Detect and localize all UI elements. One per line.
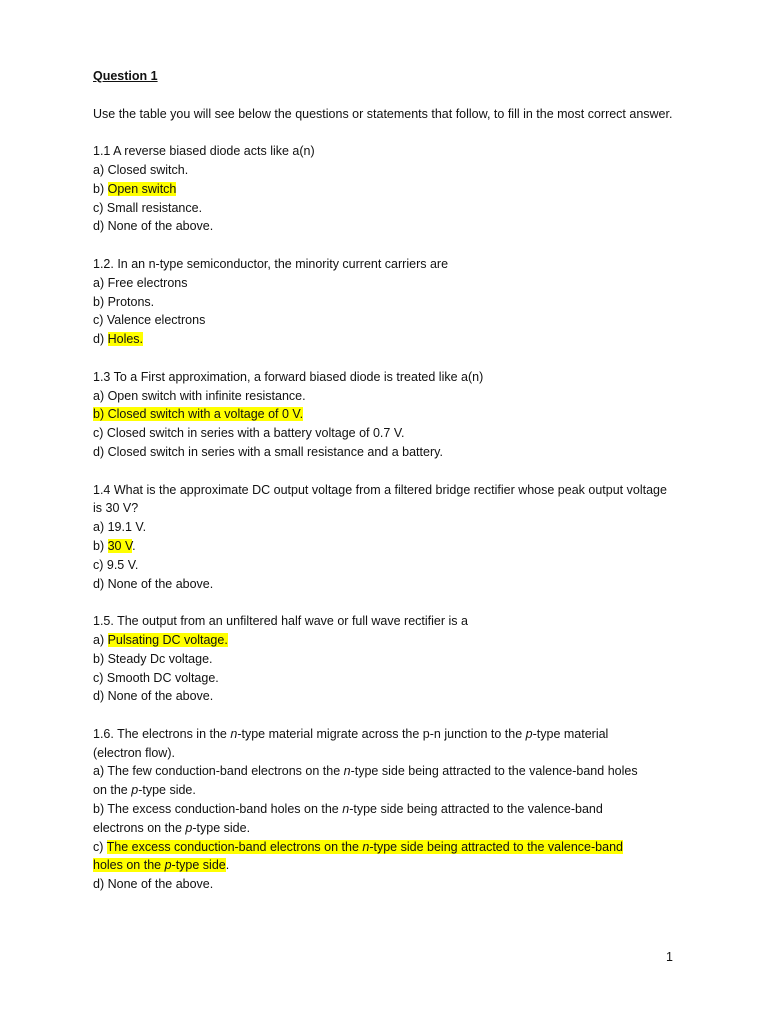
highlighted-answer: Holes. <box>107 332 144 347</box>
question-1-6-option-b <box>93 800 673 819</box>
question-1-1-option-c: c) Small resistance. <box>93 200 203 215</box>
spacer <box>93 706 673 725</box>
spacer <box>93 86 673 105</box>
question-1-2-option-c: c) Valence electrons <box>93 313 206 328</box>
option-text: holes on the <box>93 858 165 873</box>
spacer <box>93 236 673 255</box>
option-text: -type side being attracted to the valence-band <box>369 839 623 854</box>
question-1-6-stem-continued: (electron flow). <box>93 745 175 760</box>
option-text: -type side <box>171 858 226 873</box>
question-1-4-option-c: c) 9.5 V. <box>93 557 139 572</box>
option-suffix: . <box>225 858 230 873</box>
question-1-3-option-b <box>93 405 673 424</box>
stem-text: -type material <box>532 726 609 741</box>
highlighted-answer: Pulsating DC voltage. <box>107 632 228 647</box>
option-prefix: c) <box>93 839 107 854</box>
question-1-4-option-d: d) None of the above. <box>93 576 214 591</box>
option-text: electrons on the <box>93 820 186 835</box>
question-1-1-option-a: a) Closed switch. <box>93 162 189 177</box>
highlighted-answer: b) Closed switch with a voltage of 0 V. <box>93 407 304 422</box>
option-text: -type side. <box>192 820 251 835</box>
option-italic: n <box>362 839 370 854</box>
highlighted-answer <box>107 840 623 854</box>
stem-text: 1.6. The electrons in the <box>93 726 231 741</box>
page-number: 1 <box>666 950 673 964</box>
stem-italic: p <box>525 726 533 741</box>
instructions: Use the table you will see below the questions or statements that follow, to fill in the most correct answer. <box>93 106 673 121</box>
question-1-4-option-b <box>93 537 673 556</box>
question-1-3-option-c: c) Closed switch in series with a battery voltage of 0.7 V. <box>93 426 405 441</box>
question-1-6-option-b-continued <box>93 819 673 838</box>
question-1-6-option-a <box>93 762 673 781</box>
option-italic: n <box>343 764 351 779</box>
spacer <box>93 123 673 142</box>
highlighted-answer: 30 V <box>107 538 133 553</box>
document-page <box>93 67 673 894</box>
option-italic: p <box>164 858 172 873</box>
spacer <box>93 462 673 481</box>
question-1-2-option-d <box>93 330 673 349</box>
question-title: Question 1 <box>93 69 158 83</box>
question-1-5-option-c: c) Smooth DC voltage. <box>93 670 219 685</box>
question-1-6-stem <box>93 725 673 744</box>
spacer <box>93 593 673 612</box>
option-suffix: . <box>132 538 136 553</box>
option-italic: p <box>131 783 139 798</box>
option-italic: n <box>342 802 350 817</box>
question-1-6-option-c <box>93 838 673 857</box>
question-1-3-option-d: d) Closed switch in series with a small resistance and a battery. <box>93 444 443 459</box>
option-text: on the <box>93 783 132 798</box>
option-italic: p <box>185 820 193 835</box>
question-1-2-option-b: b) Protons. <box>93 294 155 309</box>
highlighted-answer <box>93 858 226 872</box>
question-1-3-stem: 1.3 To a First approximation, a forward biased diode is treated like a(n) <box>93 369 484 384</box>
question-1-6-option-c-continued <box>93 856 673 875</box>
option-prefix: d) <box>93 332 108 347</box>
option-text: -type side. <box>138 783 196 798</box>
option-text: a) The few conduction-band electrons on the <box>93 764 344 779</box>
stem-text: -type material migrate across the p-n junction to the <box>237 726 526 741</box>
question-1-6-option-a-continued <box>93 781 673 800</box>
option-text: The excess conduction-band electrons on the <box>106 839 363 854</box>
stem-italic: n <box>230 726 238 741</box>
question-1-4-stem: 1.4 What is the approximate DC output voltage from a filtered bridge rectifier whose peak output voltage is 30 V? <box>93 482 667 516</box>
question-1-2-stem: 1.2. In an n-type semiconductor, the minority current carriers are <box>93 256 449 271</box>
question-1-2-option-a: a) Free electrons <box>93 275 188 290</box>
question-1-4-option-a: a) 19.1 V. <box>93 520 147 535</box>
option-text: -type side being attracted to the valence-band <box>349 802 603 817</box>
question-1-1-option-b <box>93 180 673 199</box>
highlighted-answer: Open switch <box>107 181 177 196</box>
option-text: b) The excess conduction-band holes on the <box>93 802 343 817</box>
question-1-1-stem: 1.1 A reverse biased diode acts like a(n) <box>93 144 315 159</box>
option-prefix: a) <box>93 632 108 647</box>
option-prefix: b) <box>93 181 108 196</box>
question-1-5-option-b: b) Steady Dc voltage. <box>93 651 213 666</box>
question-1-6-option-d: d) None of the above. <box>93 877 214 892</box>
option-text: -type side being attracted to the valence-band holes <box>350 764 638 779</box>
option-prefix: b) <box>93 538 108 553</box>
question-1-3-option-a: a) Open switch with infinite resistance. <box>93 388 306 403</box>
question-1-5-stem: 1.5. The output from an unfiltered half wave or full wave rectifier is a <box>93 614 468 629</box>
question-1-5-option-d: d) None of the above. <box>93 689 214 704</box>
question-1-5-option-a <box>93 631 673 650</box>
spacer <box>93 349 673 368</box>
question-1-1-option-d: d) None of the above. <box>93 219 214 234</box>
